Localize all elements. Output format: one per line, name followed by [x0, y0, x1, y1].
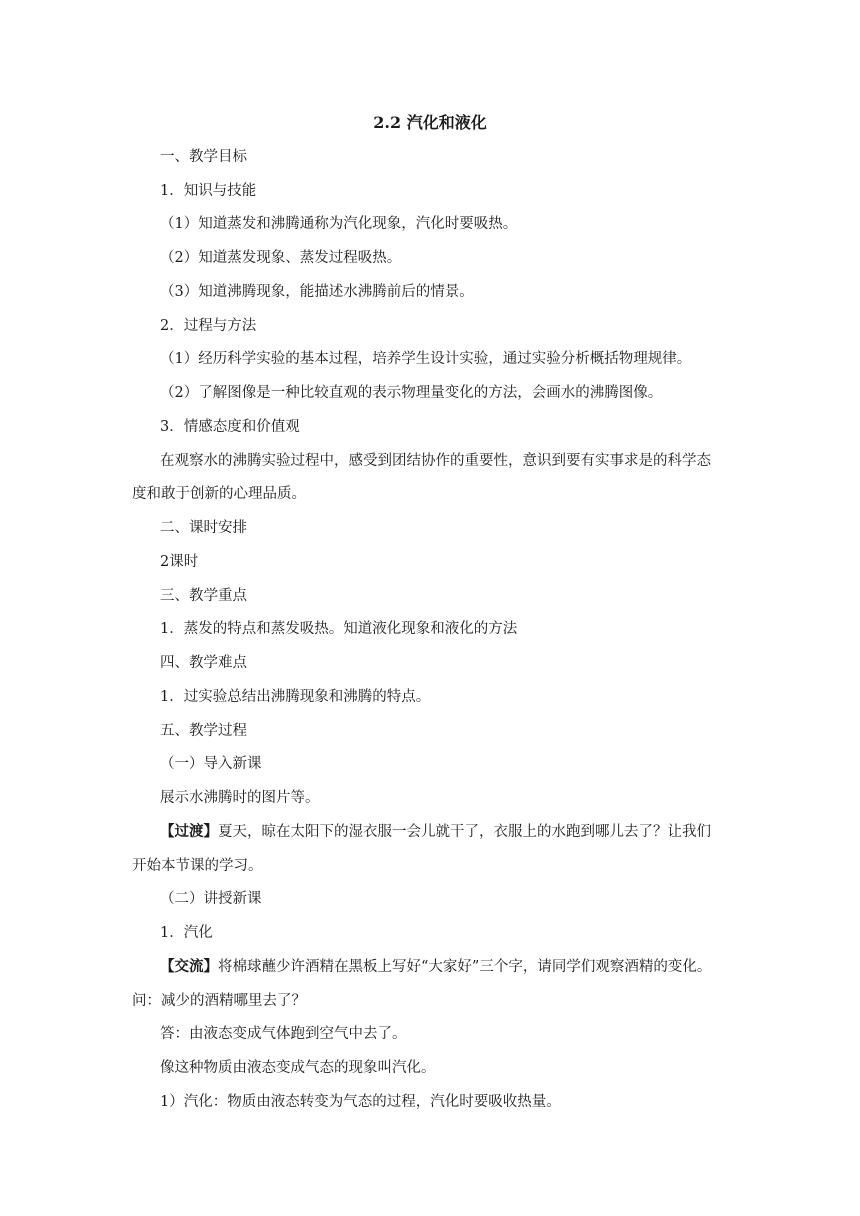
paragraph-line: 1．过实验总结出沸腾现象和沸腾的特点。 [160, 689, 431, 705]
paragraph-line: 像这种物质由液态变成气态的现象叫汽化。 [160, 1060, 436, 1076]
subheading-vaporization: 1．汽化 [160, 925, 213, 941]
subheading-process: 2．过程与方法 [160, 318, 257, 334]
subheading-knowledge: 1．知识与技能 [160, 183, 257, 199]
subheading-intro: （一）导入新课 [160, 756, 262, 772]
paragraph-line: 1．蒸发的特点和蒸发吸热。知道液化现象和液化的方法 [160, 621, 518, 637]
section-heading-goals: 一、教学目标 [160, 149, 247, 165]
paragraph-line [160, 956, 711, 978]
section-heading-keypoints: 三、教学重点 [160, 588, 247, 604]
paragraph-line: 在观察水的沸腾实验过程中，感受到团结协作的重要性，意识到要有实事求是的科学态 [160, 453, 711, 469]
document-title: 2.2 汽化和液化 [373, 113, 487, 132]
paragraph-line: 1）汽化：物质由液态转变为气态的过程，汽化时要吸收热量。 [160, 1094, 561, 1110]
goal-item: （1）经历科学实验的基本过程，培养学生设计实验，通过实验分析概括物理规律。 [160, 351, 692, 367]
paragraph-text: 夏天，晾在太阳下的湿衣服一会儿就干了，衣服上的水跑到哪儿去了？让我们 [218, 824, 711, 840]
paragraph-line: 展示水沸腾时的图片等。 [160, 790, 320, 806]
goal-item: （3）知道沸腾现象，能描述水沸腾前后的情景。 [160, 284, 474, 300]
subheading-attitude: 3．情感态度和价值观 [160, 419, 300, 435]
paragraph-line: 问：减少的酒精哪里去了？ [132, 993, 306, 1009]
goal-item: （1）知道蒸发和沸腾通称为汽化现象，汽化时要吸热。 [160, 216, 518, 232]
section-heading-schedule: 二、课时安排 [160, 520, 247, 536]
exchange-tag: 【交流】 [160, 958, 218, 975]
goal-item: （2）知道蒸发现象、蒸发过程吸热。 [160, 250, 402, 266]
paragraph-text: 将棉球蘸少许酒精在黑板上写好“大家好”三个字，请同学们观察酒精的变化。 [218, 959, 712, 975]
paragraph-line: 度和敢于创新的心理品质。 [132, 486, 306, 502]
section-heading-process: 五、教学过程 [160, 723, 247, 739]
goal-item: （2）了解图像是一种比较直观的表示物理量变化的方法，会画水的沸腾图像。 [160, 385, 663, 401]
paragraph-line: 答：由液态变成气体跑到空气中去了。 [160, 1026, 407, 1042]
paragraph-line: 2课时 [160, 554, 199, 570]
paragraph-line: 开始本节课的学习。 [132, 858, 263, 874]
transition-tag: 【过渡】 [160, 823, 218, 840]
section-heading-difficulties: 四、教学难点 [160, 655, 247, 671]
paragraph-line [160, 821, 711, 843]
subheading-teaching: （二）讲授新课 [160, 891, 262, 907]
